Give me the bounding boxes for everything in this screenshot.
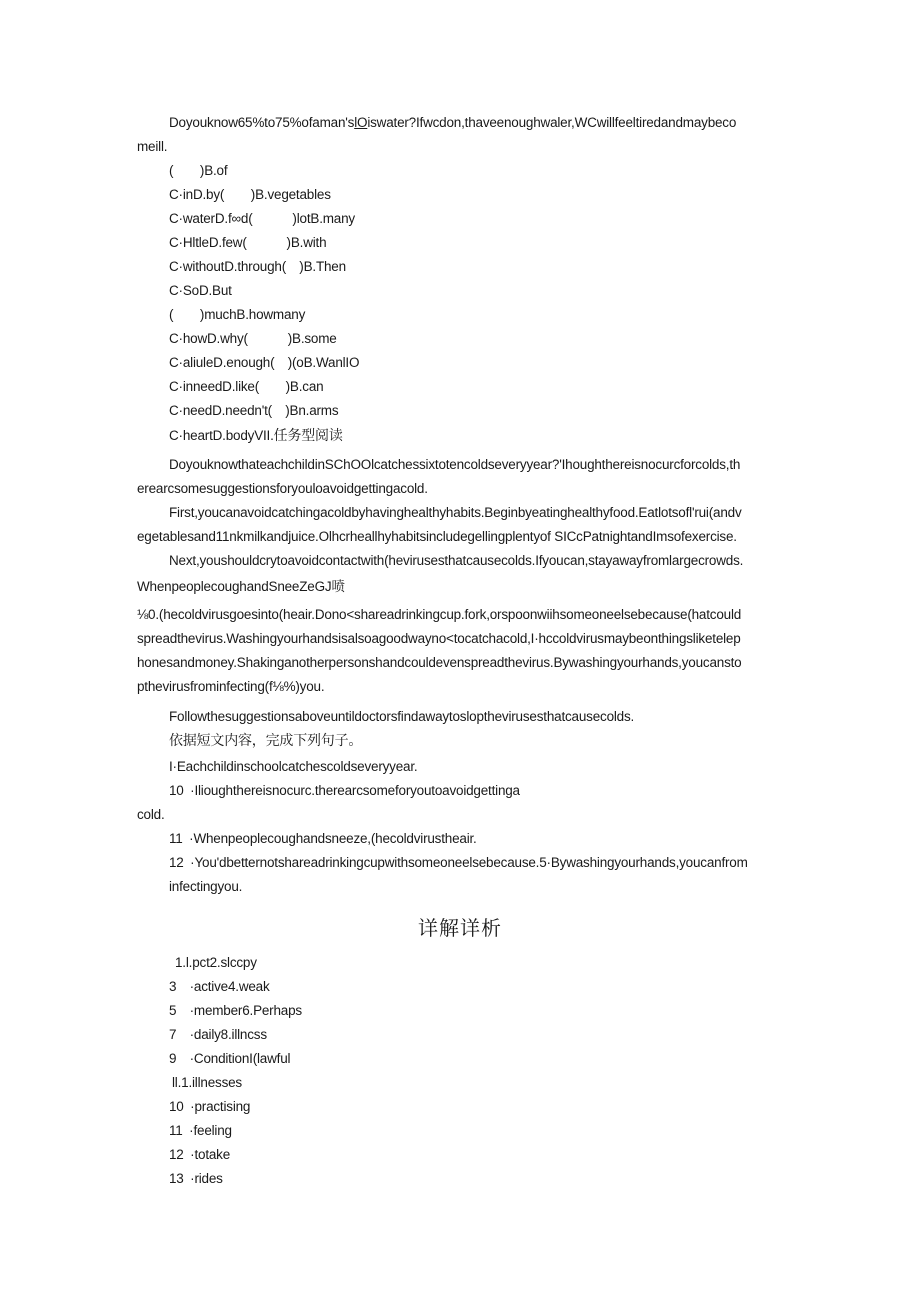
- passage1-text: iswater?Ifwcdon,thaveenoughwaler,WCwillfeeltiredandmaybeco: [367, 115, 737, 130]
- sentence-line: 12 ·You'dbetternotshareadrinkingcupwithsomeoneelsebecause.5·Bywashingyourhands,youcanfrom: [169, 855, 748, 870]
- task-instruction: 依据短文内容，完成下列句子。: [169, 733, 363, 749]
- answer-line: 7 ·daily8.illncss: [169, 1027, 267, 1042]
- passage2-line: First,youcanavoidcatchingacoldbyhavinghealthyhabits.Beginbyeatinghealthyfood.Eatlotsofl'rui(andv: [169, 505, 742, 520]
- passage2-line: DoyouknowthateachchildinSChOOlcatchessixtotencoldseveryyear?'Ihoughthereisnocurcforcolds,th: [169, 457, 741, 472]
- section-heading-title: 任务型阅读: [273, 428, 343, 444]
- choice-line: C·howD.why( )B.some: [169, 331, 337, 346]
- passage1-line2: meill.: [137, 139, 168, 154]
- choice-line: C·inneedD.like( )B.can: [169, 379, 324, 394]
- answer-line: 5 ·member6.Perhaps: [169, 1003, 302, 1018]
- answer-line: 1.l.pct2.slccpy: [175, 955, 257, 970]
- passage2-line: Followthesuggestionsaboveuntildoctorsfindawaytoslopthevirusesthatcausecolds.: [169, 709, 635, 724]
- section-heading-prefix: C·heartD.bodyVII.: [169, 428, 274, 443]
- choice-line: C·SoD.But: [169, 283, 232, 298]
- sentence-line: I·Eachchildinschoolcatchescoldseveryyear.: [169, 759, 418, 774]
- answer-line: 12 ·totake: [169, 1147, 231, 1162]
- answer-section-title: 详解详析: [418, 916, 502, 940]
- passage2-line: WhenpeoplecoughandSneeZeGJ喷: [137, 579, 345, 594]
- choice-line: ( )muchB.howmany: [169, 307, 306, 322]
- passage2-line: erearcsomesuggestionsforyouloavoidgettingacold.: [137, 481, 428, 496]
- answer-line: 9 ·ConditionI(lawful: [169, 1051, 291, 1066]
- answer-line: 10 ·practising: [169, 1099, 251, 1114]
- passage1-text: Doyouknow65%to75%ofaman's: [169, 115, 355, 130]
- choice-line: C·aliuleD.enough( )(oB.WanlIO: [169, 355, 360, 370]
- choice-line: C·waterD.f∞d( )lotB.many: [169, 211, 355, 226]
- passage2-line: egetablesand11nkmilkandjuice.Olhcrheallhyhabitsincludegellingplentyof SICcPatnightandImsofexercise.: [137, 529, 737, 544]
- sentence-line: 11 ·Whenpeoplecoughandsneeze,(hecoldvirustheair.: [169, 831, 477, 846]
- choice-line: C·needD.needn't( )Bn.arms: [169, 403, 339, 418]
- passage2-line: pthevirusfrominfecting(f⅛%)you.: [137, 679, 325, 694]
- sentence-line: 10 ·Ilioughthereisnocurc.therearcsomeforyoutoavoidgettinga: [169, 783, 520, 798]
- choice-line: C·withoutD.through( )B.Then: [169, 259, 346, 274]
- choice-line: ( )B.of: [169, 163, 228, 178]
- passage1-underlined-blank: lO: [354, 115, 368, 130]
- passage2-line: ⅛0.(hecoldvirusgoesinto(heair.Dono<shareadrinkingcup.fork,orspoonwiihsomeoneelsebecause(hatcould: [137, 607, 742, 622]
- answer-line: 3 ·active4.weak: [169, 979, 270, 994]
- answer-line: 13 ·rides: [169, 1171, 223, 1186]
- choice-line: C·inD.by( )B.vegetables: [169, 187, 331, 202]
- passage2-line: Next,youshouldcrytoavoidcontactwith(hevirusesthatcausecolds.Ifyoucan,stayawayfromlargecrowds.: [169, 553, 744, 568]
- passage1-line1: [169, 113, 736, 133]
- choice-line: C·HltleD.few( )B.with: [169, 235, 327, 250]
- passage2-line: honesandmoney.Shakinganotherpersonshandcouldevenspreadthevirus.Bywashingyourhands,youcansto: [137, 655, 742, 670]
- section-heading: [169, 426, 343, 446]
- sentence-line: infectingyou.: [169, 879, 243, 894]
- answer-line: ll.1.illnesses: [172, 1075, 242, 1090]
- answer-line: 11 ·feeling: [169, 1123, 232, 1138]
- sentence-line: cold.: [137, 807, 165, 822]
- passage2-line: spreadthevirus.Washingyourhandsisalsoagoodwayno<tocatchacold,I·hccoldvirusmaybeonthingsliketelep: [137, 631, 741, 646]
